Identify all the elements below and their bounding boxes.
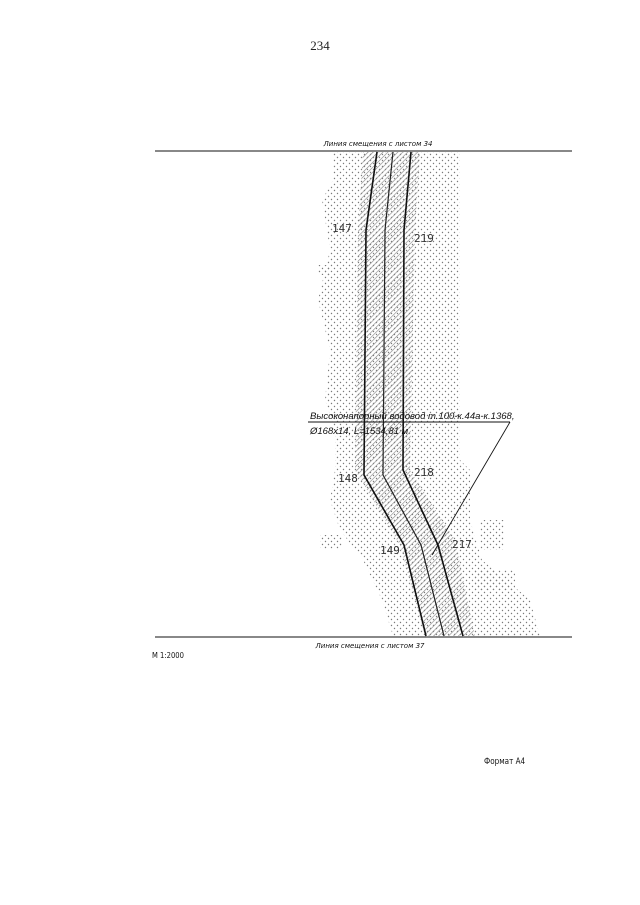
match-line-bottom-label: Линия смещения с листом 37	[315, 642, 425, 650]
picket-218: 218	[414, 466, 434, 479]
format-label: Формат А4	[484, 757, 526, 767]
pipeline-label-line2: Ø168х14, L=1534,81 м	[310, 426, 409, 437]
picket-217: 217	[452, 538, 472, 551]
match-line-top-label: Линия смещения с листом 34	[323, 140, 433, 148]
scale-label: М 1:2000	[152, 651, 184, 660]
picket-147: 147	[332, 222, 352, 235]
picket-219: 219	[414, 232, 434, 245]
page-number: 234	[310, 38, 330, 53]
picket-149: 149	[380, 544, 400, 557]
pipeline-label-line1: Высоконапорный водовод т.100-к.44а-к.1368,	[310, 411, 515, 422]
picket-148: 148	[338, 472, 358, 485]
